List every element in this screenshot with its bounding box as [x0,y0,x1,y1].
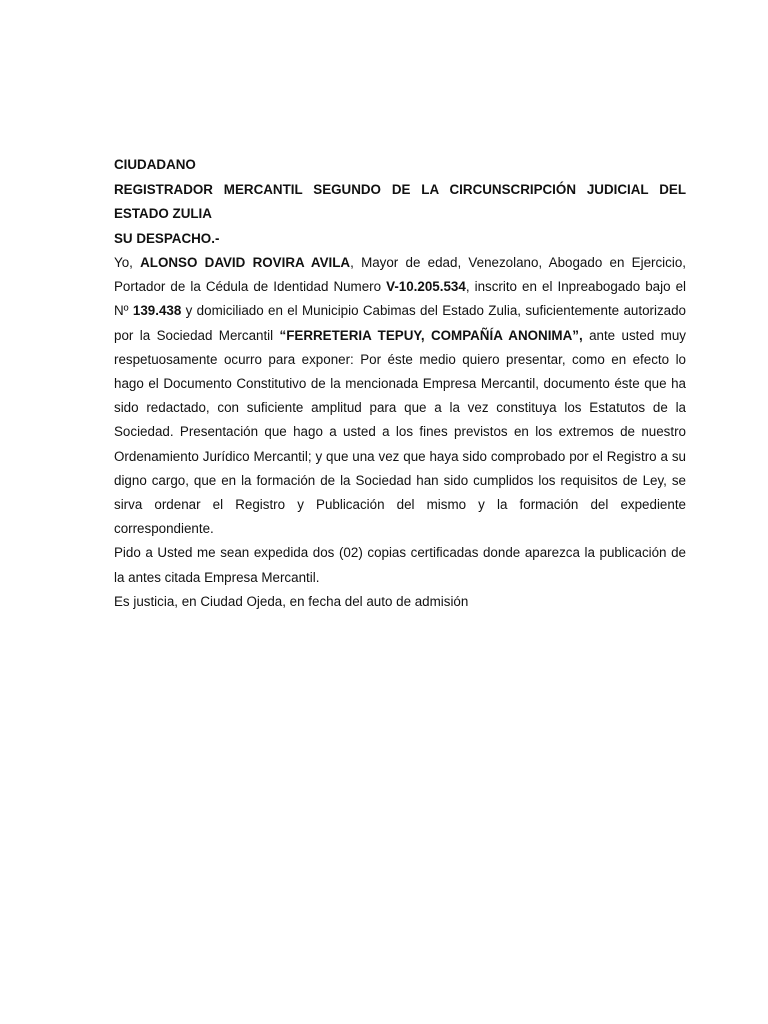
company-name: “FERRETERIA TEPUY, COMPAÑÍA ANONIMA”, [279,327,583,343]
text-segment: y domiciliado en el Municipio Cabimas del Estado Zulia, suficientemente autorizado por la Sociedad Mercantil [114,303,686,343]
text-segment: , inscrito en el Inpreabogado bajo el Nº [114,279,686,319]
applicant-name: ALONSO DAVID ROVIRA AVILA [140,255,351,270]
addressee-title: CIUDADANO [114,157,196,172]
closing-line: Es justicia, en Ciudad Ojeda, en fecha del auto de admisión [114,593,469,609]
copies-request-paragraph: Pido a Usted me sean expedida dos (02) copias certificadas donde aparezca la publicación de la antes citada Empresa Mercantil. [114,545,686,585]
addressee-dispatch: SU DESPACHO.- [114,230,220,246]
main-paragraph [114,251,686,541]
addressee-office: REGISTRADOR MERCANTIL SEGUNDO DE LA CIRCUNSCRIPCIÓN JUDICIAL DEL ESTADO ZULIA [114,181,686,221]
text-segment: Yo, [114,255,141,270]
inpreabogado-number: 139.438 [132,303,182,319]
cedula-number: V-10.205.534 [386,279,466,295]
text-segment: ante usted muy respetuosamente ocurro para exponer: Por éste medio quiero presentar, como en efecto lo hago el Documento Constitutivo de la mencionada Empresa Mercantil, documento éste que ha sido redactado, con suficiente amplitud para que a la vez constituya los Estatutos de la Sociedad. Presentación que hago a usted a los fines previstos en los extremos de nuestro Ordenamiento Jurídico Mercantil; y que una vez que haya sido comprobado por el Registro a su digno cargo, que en la formación de la Sociedad han sido cumplidos los requisitos de Ley, se sirva ordenar el Registro y Publicación del mismo y la formación del expediente correspondiente. [114,327,686,537]
text-segment: , Mayor de edad, Venezolano, Abogado en Ejercicio, Portador de la Cédula de Identidad Numero [114,255,686,295]
